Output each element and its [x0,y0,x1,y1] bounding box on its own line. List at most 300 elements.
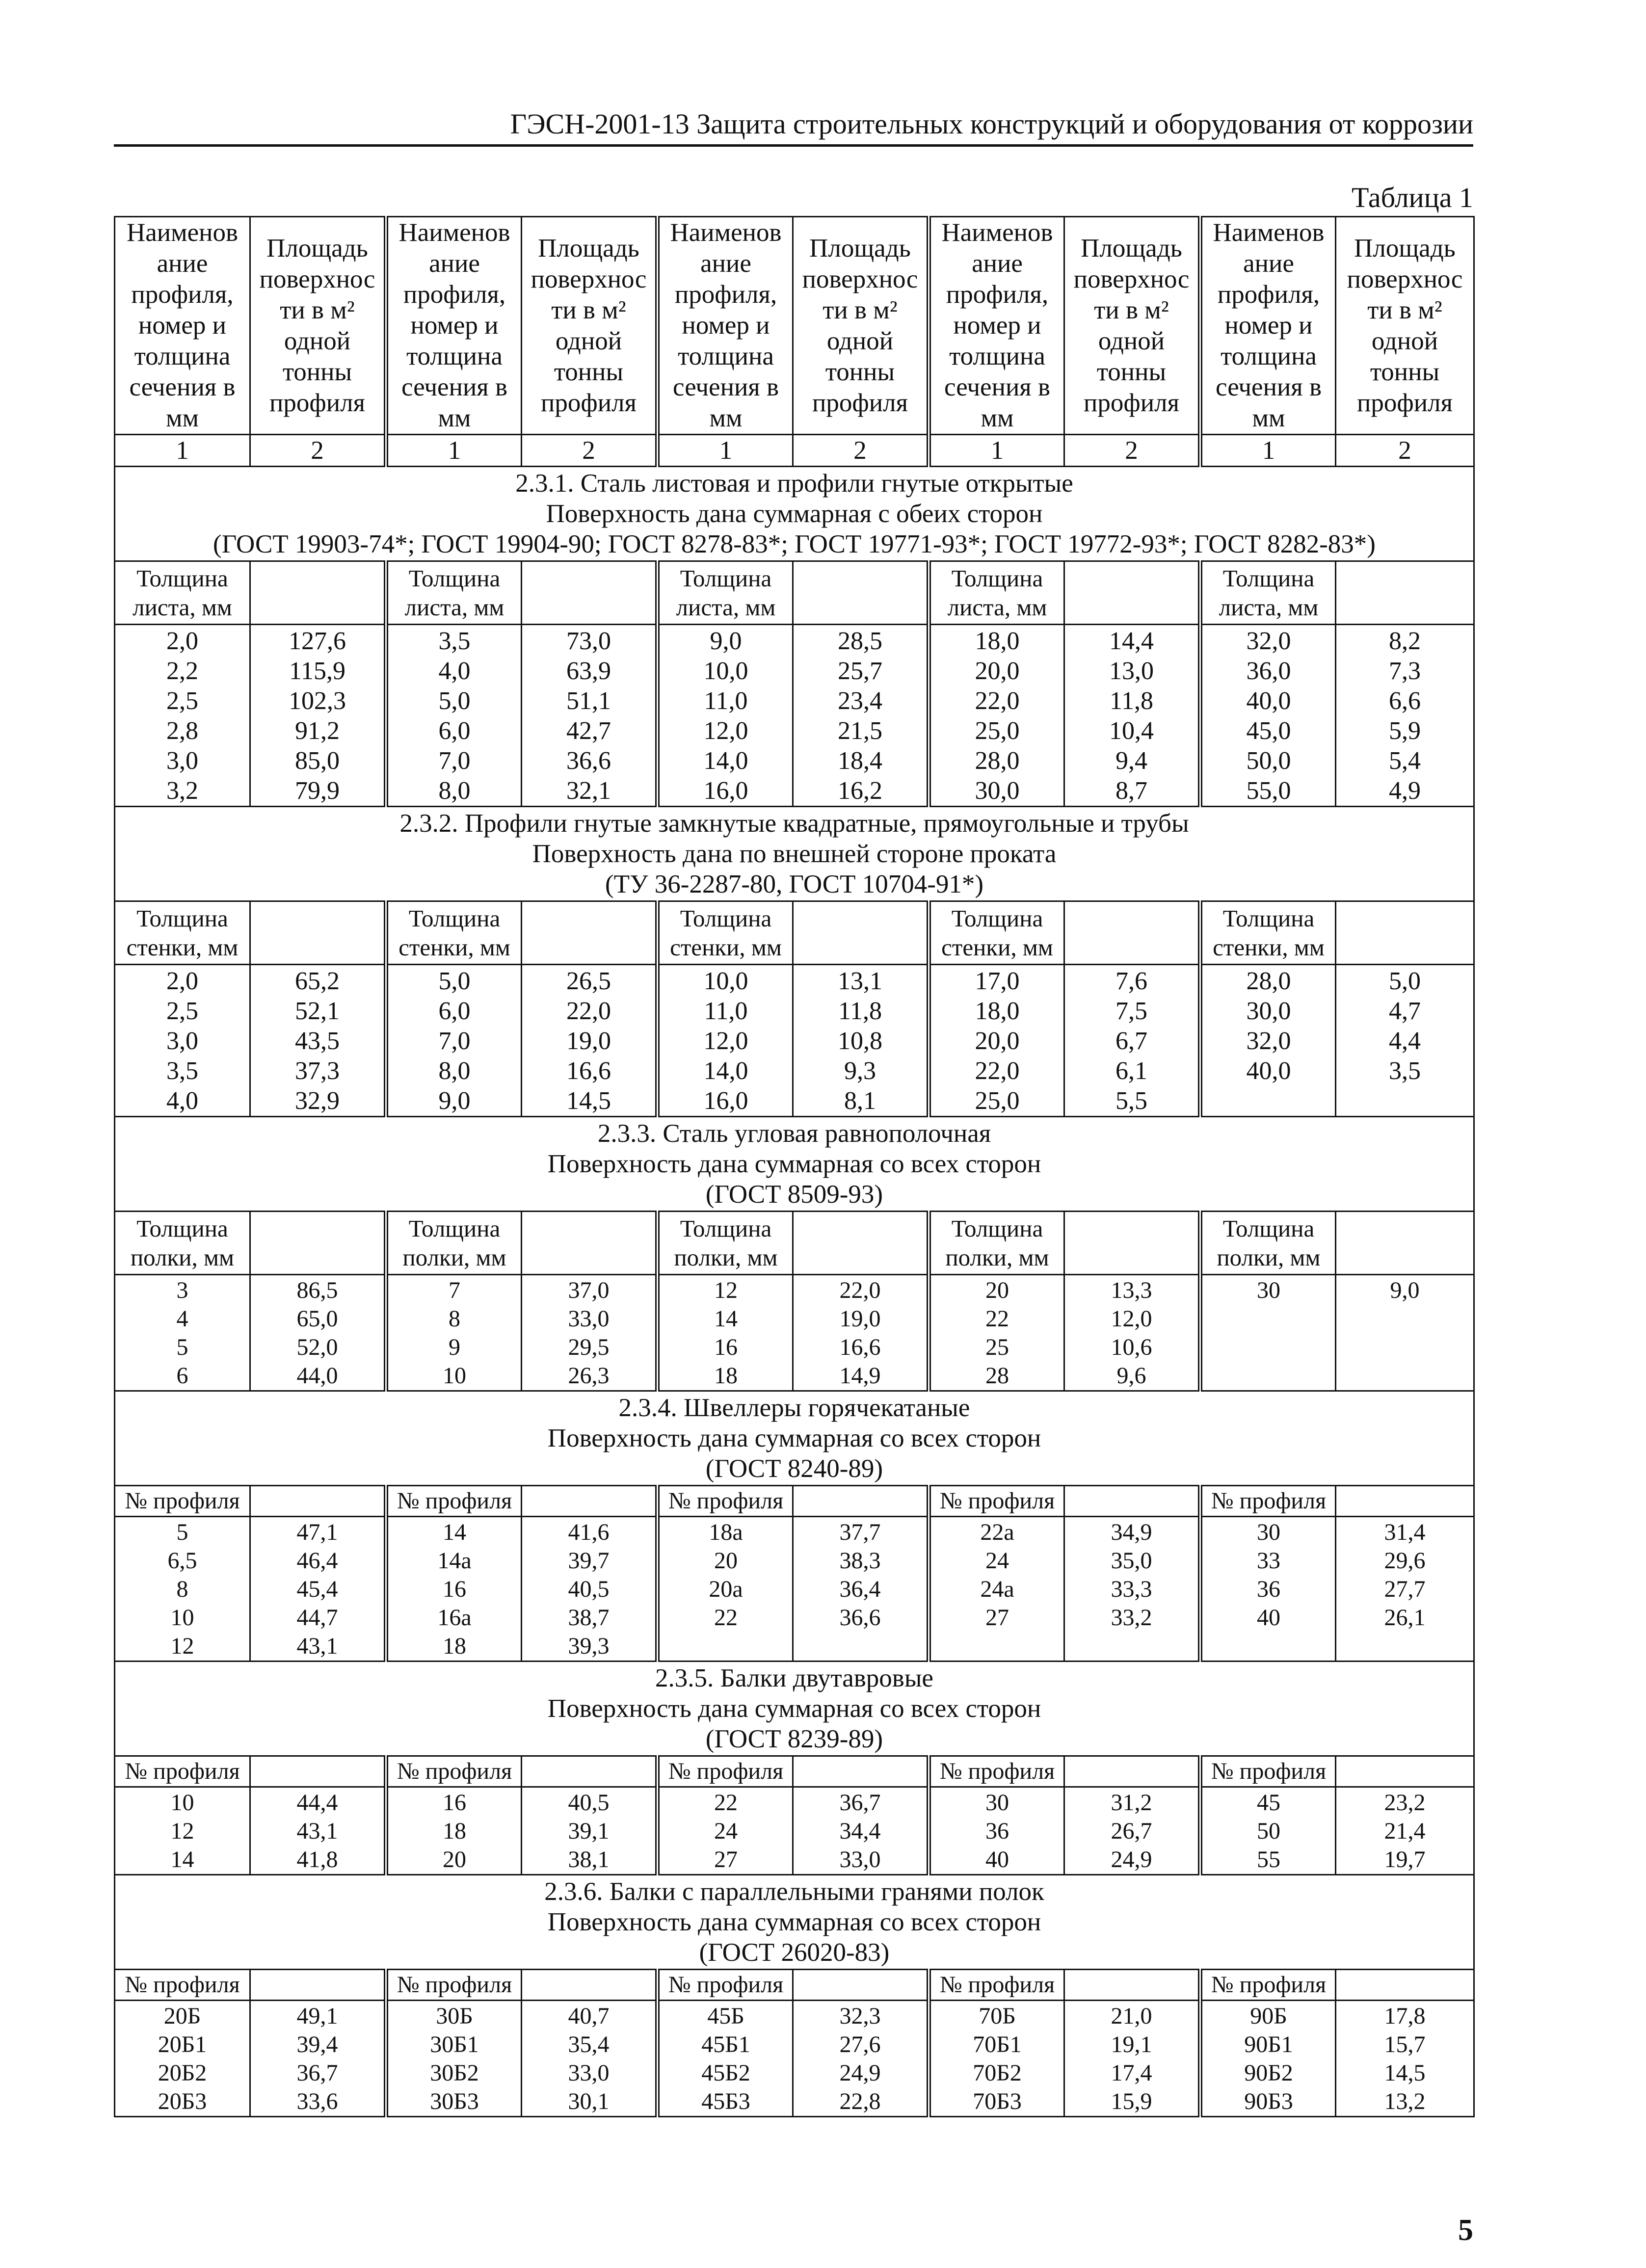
section-column-label: Толщина полки, мм [115,1212,250,1275]
column-header-row [115,217,1474,435]
surface-area-value: 44,7 [296,1605,338,1631]
surface-area-cell [250,965,386,1117]
section-data-row [115,1275,1474,1391]
profile-name: 90Б1 [1244,2031,1293,2057]
column-header-area: Площадь поверхнос ти в м² одной тонны профиля [250,217,386,435]
surface-area-value: 38,1 [568,1846,610,1872]
surface-area-cell [1336,1275,1474,1391]
section-column-label: № профиля [386,1756,522,1787]
section-column-label-empty [522,901,658,965]
surface-area-value: 14,9 [839,1363,881,1389]
surface-area-value: 45,4 [296,1576,338,1602]
profile-name-cell [386,1275,522,1391]
section-column-label: Толщина стенки, мм [929,901,1064,965]
section-subtitle: Поверхность дана суммарная со всех сторон [547,1694,1041,1723]
surface-area-value [1336,1333,1473,1362]
profile-name: 10 [170,1790,194,1816]
profile-name: 8,0 [438,777,471,805]
section-column-label-empty [250,1756,386,1787]
surface-area-value: 33,2 [1111,1605,1152,1631]
profile-name: 6,0 [438,997,471,1025]
profile-name: 20,0 [975,657,1020,685]
profile-name: 16а [437,1605,472,1631]
surface-area-value: 17,4 [1111,2060,1152,2086]
section-column-label: № профиля [386,1970,522,2001]
surface-area-cell [1064,2001,1200,2117]
surface-area-value: 115,9 [289,657,346,685]
profile-name: 36,0 [1246,657,1291,685]
section-column-label-empty [793,901,929,965]
surface-area-value: 16,6 [839,1334,881,1360]
surface-area-value: 7,5 [1115,997,1147,1025]
column-header-name: Наименов ание профиля, номер и толщина сечения в мм [1200,217,1336,435]
profile-name: 8,0 [438,1057,471,1085]
surface-area-value: 38,3 [839,1548,881,1574]
surface-area-value: 25,7 [838,657,882,685]
section-subtitle: Поверхность дана суммарная с обеих сторон [546,500,1043,528]
surface-area-value: 86,5 [296,1277,338,1303]
profile-name: 24 [985,1548,1009,1574]
profile-name: 12,0 [703,1027,748,1055]
profile-name: 12,0 [703,717,748,745]
profile-name: 36 [985,1818,1009,1844]
surface-area-value: 26,3 [568,1363,610,1389]
surface-area-value: 33,3 [1111,1576,1152,1602]
profile-name: 10,0 [703,657,748,685]
surface-area-value: 31,2 [1111,1790,1152,1816]
section-standard: (ГОСТ 26020-83) [699,1938,890,1967]
profile-name: 4,0 [166,1087,198,1115]
surface-area-value: 10,4 [1109,717,1154,745]
profile-name: 9,0 [710,627,742,655]
profile-name: 18,0 [975,997,1020,1025]
surface-area-value: 52,0 [296,1334,338,1360]
column-number: 2 [793,435,929,467]
surface-area-cell [522,1517,658,1661]
surface-area-value: 3,5 [1389,1057,1421,1085]
profile-name: 20а [709,1576,743,1602]
surface-area-cell [793,965,929,1117]
surface-area-cell [250,1787,386,1875]
surface-area-value: 14,4 [1109,627,1154,655]
surface-area-value: 32,3 [839,2003,881,2029]
surface-area-value: 40,7 [568,2003,610,2029]
profile-name-cell [1200,1275,1336,1391]
profile-name: 20 [985,1277,1009,1303]
section-column-label-empty [250,1212,386,1275]
surface-area-value: 13,3 [1111,1277,1152,1303]
surface-area-cell [522,2001,658,2117]
profile-name: 18,0 [975,627,1020,655]
profile-name: 22,0 [975,1057,1020,1085]
surface-area-cell [250,2001,386,2117]
profile-name: 27 [714,1846,738,1872]
profile-name-cell [115,1517,250,1661]
profile-name-cell [115,1787,250,1875]
profile-name-cell [658,625,793,807]
profile-name: 22а [980,1519,1014,1545]
profile-name: 3,5 [438,627,471,655]
surface-area-cell [1064,625,1200,807]
surface-area-value: 39,3 [568,1633,610,1659]
profile-name: 50,0 [1246,747,1291,775]
column-header-area: Площадь поверхнос ти в м² одной тонны профиля [1336,217,1474,435]
section-column-label-row [115,1212,1474,1275]
surface-area-cell [1064,1517,1200,1661]
surface-area-value: 6,1 [1115,1057,1147,1085]
section-column-label: № профиля [115,1486,250,1517]
profile-name: 5,0 [438,687,471,715]
surface-area-value: 34,9 [1111,1519,1152,1545]
section-standard: (ГОСТ 8240-89) [705,1454,883,1483]
surface-area-value: 73,0 [566,627,611,655]
section-column-label: № профиля [1200,1970,1336,2001]
surface-area-value: 21,5 [838,717,882,745]
profile-name: 22 [714,1790,738,1816]
section-column-label: № профиля [115,1970,250,2001]
profile-name: 45Б [707,2003,744,2029]
profile-name: 40,0 [1246,1057,1291,1085]
surface-area-value: 8,2 [1389,627,1421,655]
column-number: 2 [250,435,386,467]
profile-name: 11,0 [704,687,748,715]
profile-name-cell [115,1275,250,1391]
column-number: 1 [929,435,1064,467]
profile-name-cell [386,965,522,1117]
column-number-row [115,435,1474,467]
column-number: 1 [1200,435,1336,467]
document-header: ГЭСН-2001-13 Защита строительных конструкций и оборудования от коррозии [510,108,1473,140]
surface-area-value: 31,4 [1384,1519,1426,1545]
section-column-label-empty [1336,1756,1474,1787]
profile-name: 55 [1257,1846,1280,1872]
surface-area-value: 29,5 [568,1334,610,1360]
profile-name: 70Б1 [973,2031,1022,2057]
profile-name-cell [1200,625,1336,807]
section-column-label: № профиля [115,1756,250,1787]
profile-name: 30 [985,1790,1009,1816]
surface-area-value: 8,7 [1115,777,1147,805]
profile-name-cell [115,2001,250,2117]
section-heading-row [115,467,1474,561]
profile-name: 12 [170,1818,194,1844]
surface-area-value: 39,7 [568,1548,610,1574]
profile-name-cell [115,965,250,1117]
profile-name: 2,0 [166,627,198,655]
surface-area-value: 44,4 [296,1790,338,1816]
profile-name: 16 [443,1576,466,1602]
profile-name: 2,2 [166,657,198,685]
surface-area-value: 40,5 [568,1790,610,1816]
profile-name: 30,0 [1246,997,1291,1025]
surface-area-value: 10,6 [1111,1334,1152,1360]
profile-name: 2,8 [166,717,198,745]
surface-area-value: 21,4 [1384,1818,1426,1844]
profile-name-cell [1200,965,1336,1117]
surface-area-cell [793,1275,929,1391]
profile-name: 20Б1 [158,2031,207,2057]
profile-name: 10 [443,1363,466,1389]
section-column-label-empty [522,1212,658,1275]
section-data-row [115,625,1474,807]
surface-area-value [794,1632,927,1661]
profile-name: 16 [443,1790,466,1816]
surface-area-value: 14,5 [1384,2060,1426,2086]
surface-area-value: 10,8 [838,1027,882,1055]
section-column-label: Толщина стенки, мм [115,901,250,965]
surface-area-value: 32,9 [295,1087,340,1115]
profile-name: 4,0 [438,657,471,685]
section-column-label-empty [793,1212,929,1275]
profile-name: 4 [176,1306,188,1332]
section-column-label: № профиля [658,1486,793,1517]
surface-area-cell [1336,965,1474,1117]
profile-name [1202,1333,1335,1362]
profile-name: 33 [1257,1548,1280,1574]
section-column-label: Толщина стенки, мм [386,901,522,965]
profile-name: 18 [714,1363,738,1389]
section-column-label: № профиля [1200,1756,1336,1787]
section-column-label-empty [1064,561,1200,625]
surface-area-value: 23,2 [1384,1790,1426,1816]
surface-area-value: 40,5 [568,1576,610,1602]
surface-area-value: 36,6 [839,1605,881,1631]
surface-area-cell [522,1275,658,1391]
surface-area-value: 13,0 [1109,657,1154,685]
surface-area-value: 43,1 [296,1818,338,1844]
profile-name: 22 [985,1306,1009,1332]
profile-name: 28,0 [975,747,1020,775]
surface-area-value: 6,6 [1389,687,1421,715]
section-column-label-empty [522,1756,658,1787]
section-heading-row [115,1391,1474,1486]
section-column-label: Толщина стенки, мм [1200,901,1336,965]
section-column-label: Толщина листа, мм [929,561,1064,625]
surface-area-value: 33,6 [296,2088,338,2114]
section-column-label-empty [1064,1970,1200,2001]
surface-area-value [1065,1632,1198,1661]
surface-area-value [1336,1632,1473,1661]
profile-name-cell [386,625,522,807]
surface-area-value: 5,4 [1389,747,1421,775]
profile-name: 8 [449,1306,460,1332]
profile-name: 14,0 [703,1057,748,1085]
section-data-row [115,2001,1474,2117]
profile-name: 2,5 [166,687,198,715]
section-title: 2.3.4. Швеллеры горячекатаные [618,1394,970,1422]
surface-area-value: 47,1 [296,1519,338,1545]
profile-name: 9,0 [438,1087,471,1115]
section-column-label: Толщина листа, мм [658,561,793,625]
column-header-area: Площадь поверхнос ти в м² одной тонны профиля [522,217,658,435]
section-title: 2.3.5. Балки двутавровые [655,1664,933,1692]
surface-area-cell [250,625,386,807]
section-standard: (ТУ 36-2287-80, ГОСТ 10704-91*) [605,870,984,898]
surface-area-value: 39,4 [296,2031,338,2057]
column-header-name: Наименов ание профиля, номер и толщина сечения в мм [386,217,522,435]
profile-name-cell [929,1517,1064,1661]
profile-name-cell [386,1517,522,1661]
profile-name: 8 [176,1576,188,1602]
surface-area-value: 36,4 [839,1576,881,1602]
section-standard: (ГОСТ 8509-93) [705,1180,883,1209]
surface-area-value: 5,5 [1115,1087,1147,1115]
surface-area-value: 52,1 [295,997,340,1025]
profile-name: 2,0 [166,967,198,995]
profile-name: 45Б3 [701,2088,750,2114]
profile-name: 11,0 [704,997,748,1025]
profile-name-cell [929,625,1064,807]
section-column-label: № профиля [658,1970,793,2001]
profile-name: 45Б2 [701,2060,750,2086]
profile-name: 3,0 [166,1027,198,1055]
profile-name-cell [658,2001,793,2117]
surface-area-value: 34,4 [839,1818,881,1844]
section-column-label-row [115,901,1474,965]
profile-name: 45 [1257,1790,1280,1816]
profile-name: 36 [1257,1576,1280,1602]
surface-area-value: 30,1 [568,2088,610,2114]
profile-name: 5 [176,1519,188,1545]
surface-area-value: 6,7 [1115,1027,1147,1055]
column-number: 1 [115,435,250,467]
surface-area-value: 28,5 [838,627,882,655]
profile-name: 25,0 [975,717,1020,745]
profile-name-cell [658,1517,793,1661]
section-heading [115,1661,1474,1756]
section-column-label-row [115,1756,1474,1787]
section-column-label: Толщина листа, мм [115,561,250,625]
profile-name: 20 [443,1846,466,1872]
surface-area-value: 37,3 [295,1057,340,1085]
profile-name: 28,0 [1246,967,1291,995]
section-data-row [115,1517,1474,1661]
section-heading-row [115,1875,1474,1970]
surface-area-value: 49,1 [296,2003,338,2029]
surface-area-value: 14,5 [566,1087,611,1115]
profile-name-cell [929,965,1064,1117]
surface-area-value: 22,0 [839,1277,881,1303]
profile-name: 3,2 [166,777,198,805]
profile-name: 30 [1257,1519,1280,1545]
section-subtitle: Поверхность дана суммарная со всех сторон [547,1908,1041,1936]
profile-name: 30Б [436,2003,473,2029]
section-title: 2.3.6. Балки с параллельными гранями полок [544,1877,1044,1906]
profile-name: 30Б3 [430,2088,479,2114]
surface-area-value: 22,8 [839,2088,881,2114]
profile-name: 30Б1 [430,2031,479,2057]
profile-name: 16,0 [703,1087,748,1115]
section-subtitle: Поверхность дана суммарная со всех сторон [547,1150,1041,1178]
surface-area-value: 12,0 [1111,1306,1152,1332]
profile-name: 14 [170,1846,194,1872]
surface-area-cell [250,1517,386,1661]
surface-area-value: 9,3 [844,1057,876,1085]
profile-name [660,1632,792,1661]
surface-area-value: 37,0 [568,1277,610,1303]
section-column-label-empty [1336,1970,1474,2001]
surface-area-value: 7,6 [1115,967,1147,995]
surface-area-value [1336,1362,1473,1390]
surface-area-cell [1336,1787,1474,1875]
surface-area-value: 19,0 [839,1306,881,1332]
surface-area-value: 35,4 [568,2031,610,2057]
profile-name-cell [386,1787,522,1875]
section-title: 2.3.2. Профили гнутые замкнутые квадратные, прямоугольные и трубы [399,809,1189,838]
profile-name-cell [929,1787,1064,1875]
profile-name [931,1632,1063,1661]
column-header-name: Наименов ание профиля, номер и толщина сечения в мм [658,217,793,435]
section-heading-row [115,807,1474,901]
profile-name: 32,0 [1246,627,1291,655]
section-column-label-empty [250,901,386,965]
section-column-label: Толщина полки, мм [1200,1212,1336,1275]
surface-area-value: 65,0 [296,1306,338,1332]
profile-name-cell [929,2001,1064,2117]
section-column-label-row [115,1486,1474,1517]
surface-area-value [1336,1086,1473,1116]
profile-name: 10 [170,1605,194,1631]
section-heading [115,807,1474,901]
section-column-label-empty [1336,901,1474,965]
surface-area-value: 33,0 [568,1306,610,1332]
surface-area-value: 4,7 [1389,997,1421,1025]
section-heading-row [115,1661,1474,1756]
surface-area-cell [1336,625,1474,807]
surface-area-value: 13,1 [838,967,882,995]
section-column-label: Толщина листа, мм [386,561,522,625]
profile-name: 16,0 [703,777,748,805]
profile-name [1202,1632,1335,1661]
section-standard: (ГОСТ 8239-89) [705,1725,883,1753]
profile-name: 20Б3 [158,2088,207,2114]
column-header-area: Площадь поверхнос ти в м² одной тонны профиля [793,217,929,435]
section-subtitle: Поверхность дана суммарная со всех сторон [547,1424,1041,1452]
surface-area-value: 22,0 [566,997,611,1025]
profile-surface-table [114,216,1475,2117]
surface-area-value: 33,0 [839,1846,881,1872]
profile-name: 70Б3 [973,2088,1022,2114]
section-column-label: Толщина листа, мм [1200,561,1336,625]
surface-area-value: 43,1 [296,1633,338,1659]
profile-name: 12 [170,1633,194,1659]
surface-area-value: 36,6 [566,747,611,775]
profile-name: 12 [714,1277,738,1303]
surface-area-value: 38,7 [568,1605,610,1631]
surface-area-value: 127,6 [289,627,346,655]
column-header-name: Наименов ание профиля, номер и толщина сечения в мм [929,217,1064,435]
surface-area-value: 15,9 [1111,2088,1152,2114]
profile-name: 22 [714,1605,738,1631]
surface-area-value: 16,2 [838,777,882,805]
profile-name: 27 [985,1605,1009,1631]
surface-area-value: 24,9 [1111,1846,1152,1872]
surface-area-value: 41,8 [296,1846,338,1872]
column-header-name: Наименов ание профиля, номер и толщина сечения в мм [115,217,250,435]
profile-name: 90Б3 [1244,2088,1293,2114]
surface-area-value: 16,6 [566,1057,611,1085]
section-column-label-empty [522,1486,658,1517]
surface-area-cell [1064,965,1200,1117]
section-data-row [115,1787,1474,1875]
column-number: 2 [1064,435,1200,467]
surface-area-value: 32,1 [566,777,611,805]
profile-name: 24 [714,1818,738,1844]
profile-name [1202,1305,1335,1333]
profile-name: 17,0 [975,967,1020,995]
surface-area-value: 102,3 [289,687,346,715]
section-heading [115,1117,1474,1212]
